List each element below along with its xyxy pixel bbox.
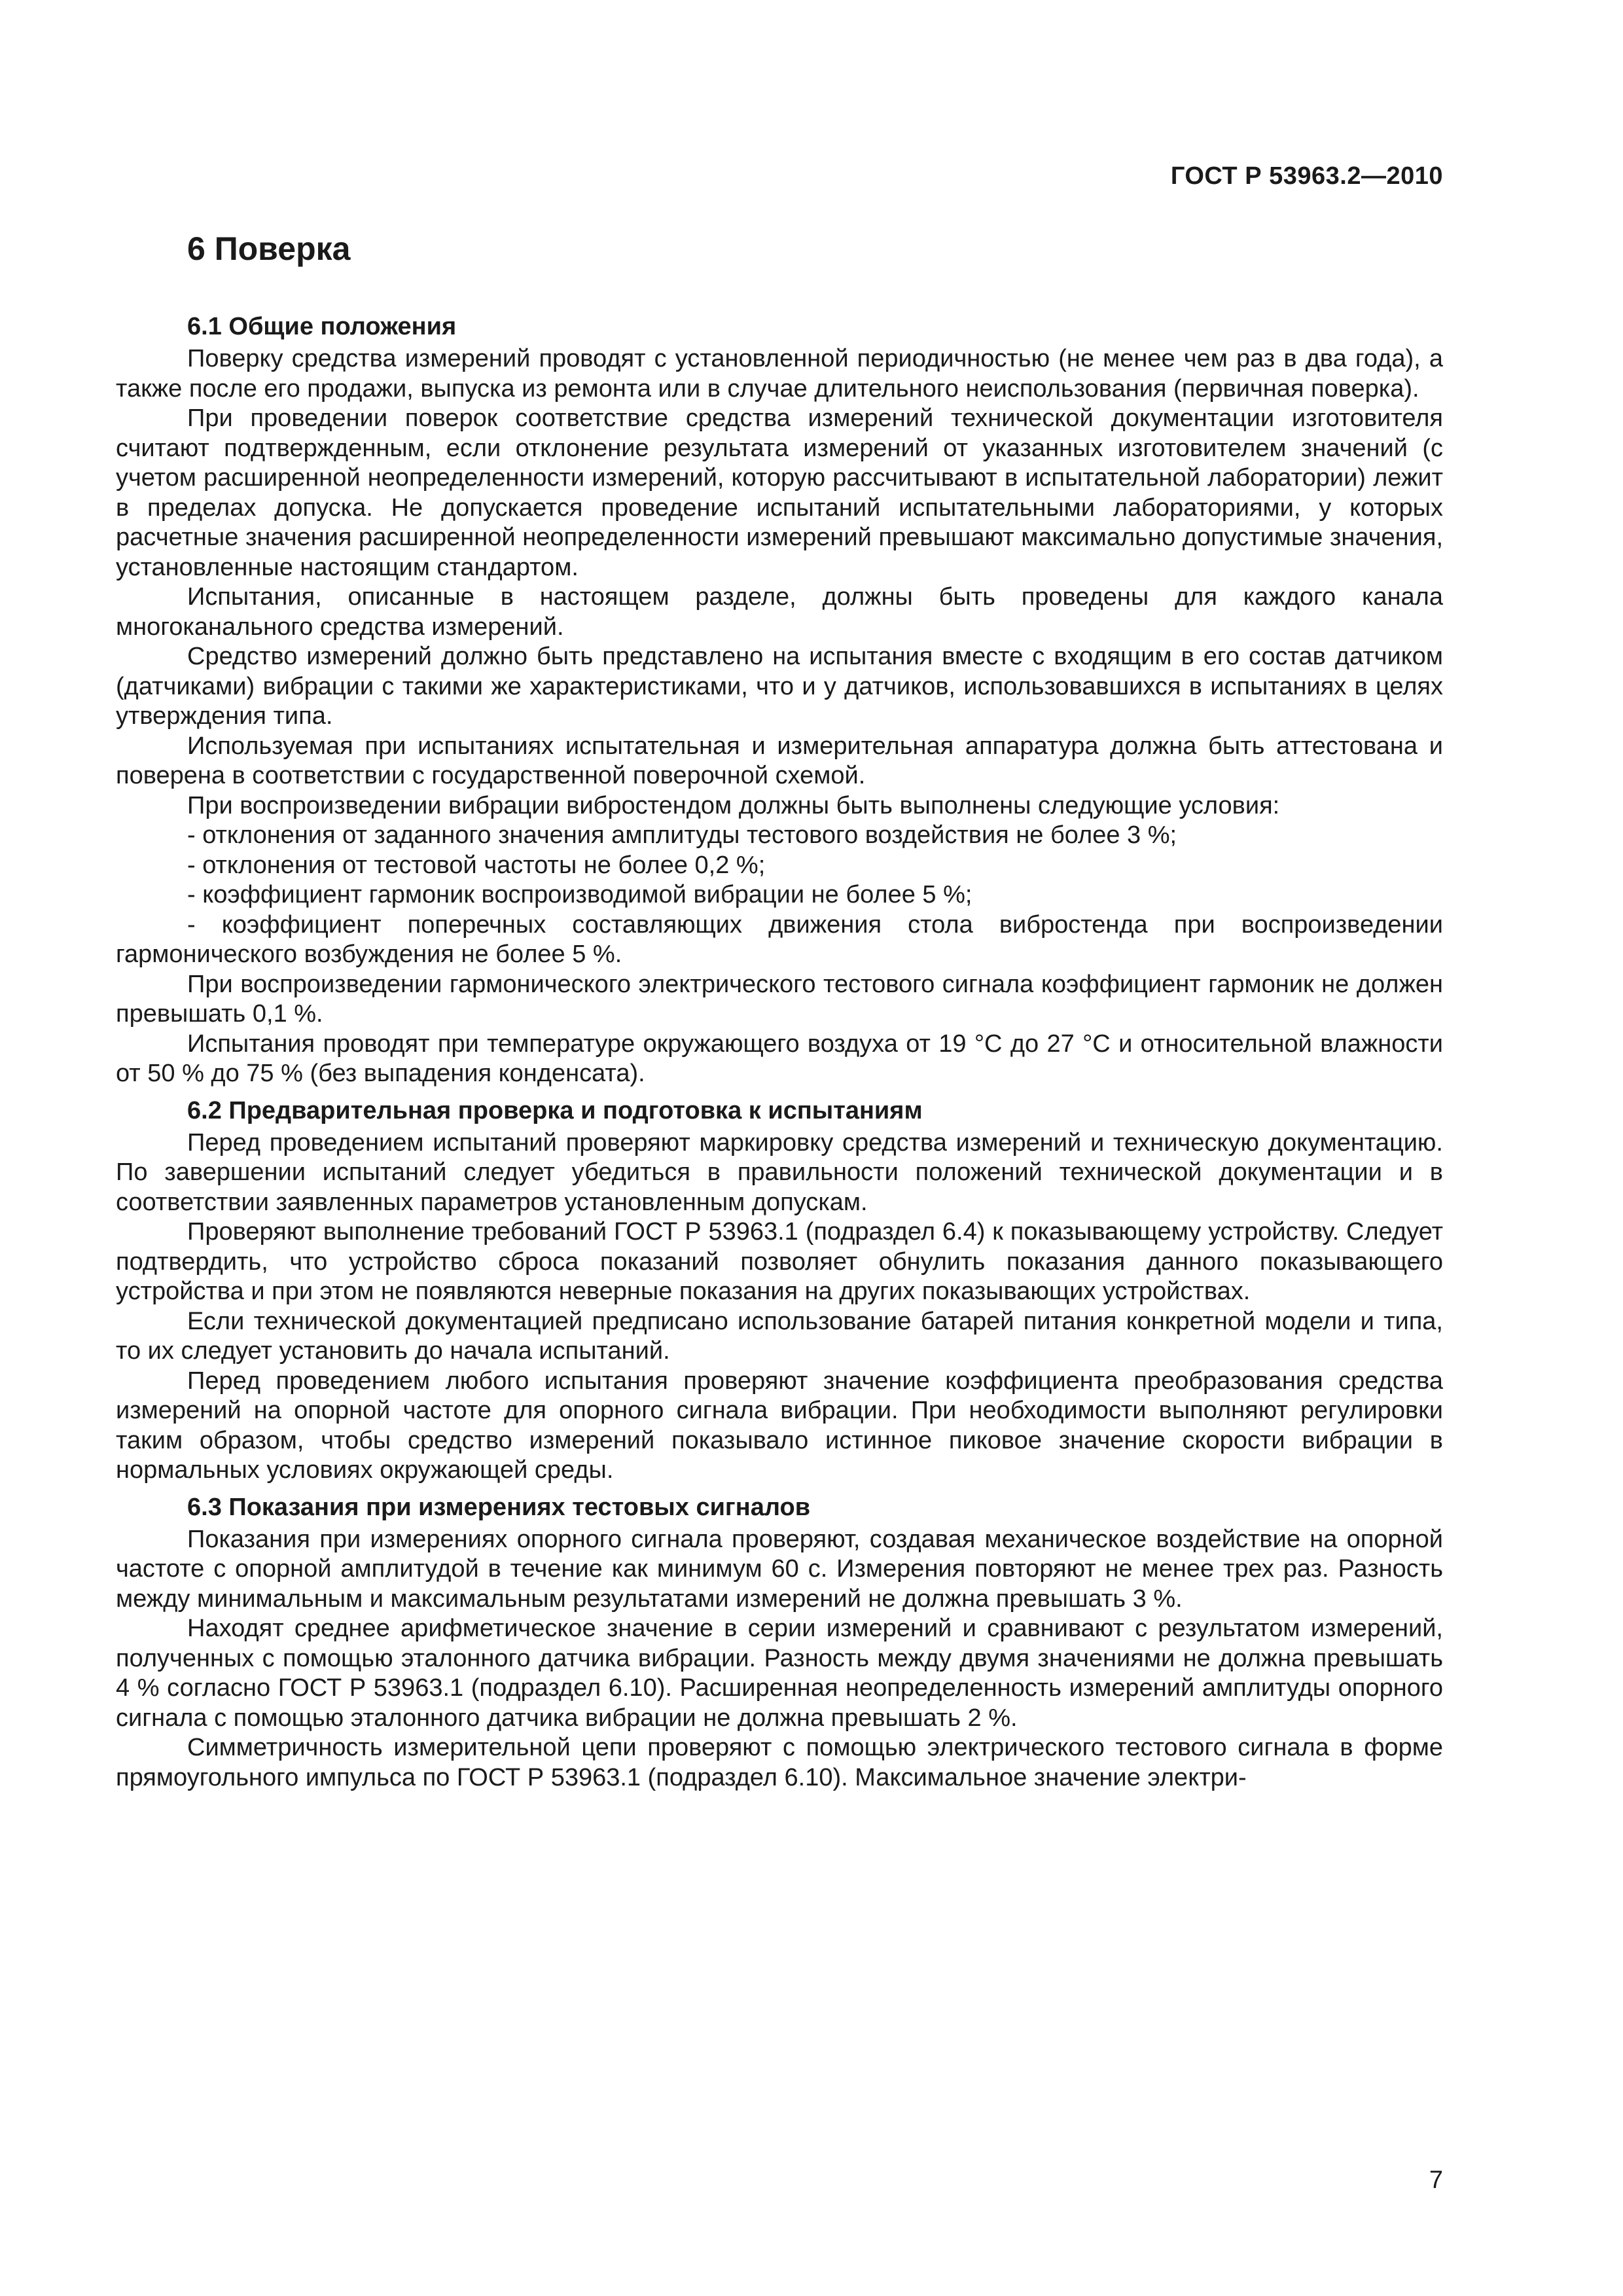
paragraph: Перед проведением испытаний проверяют маркировку средства измерений и техническую документацию. По завершении испытаний следует убедиться в правильности положений технической документации и в соответствии заявленных параметров установленным допускам. <box>116 1128 1443 1216</box>
paragraph: При воспроизведении гармонического электрического тестового сигнала коэффициент гармоник не должен превышать 0,1 %. <box>116 970 1443 1028</box>
section-title: 6.3 Показания при измерениях тестовых сигналов <box>187 1493 811 1521</box>
paragraph: Показания при измерениях опорного сигнала проверяют, создавая механическое воздействие на опорной частоте с опорной амплитудой в течение как минимум 60 с. Измерения повторяют не менее трех раз. Разность между минимальным и максимальным результатами измерений не должна превышать 3 %. <box>116 1525 1443 1613</box>
section-6-1 <box>116 309 1443 1089</box>
page-number: 7 <box>1429 2166 1443 2194</box>
list-item: - коэффициент гармоник воспроизводимой вибрации не более 5 %; <box>187 881 972 908</box>
paragraph: Используемая при испытаниях испытательная и измерительная аппаратура должна быть аттестована и поверена в соответствии с государственной поверочной схемой. <box>116 732 1443 789</box>
section-6-3 <box>116 1490 1443 1793</box>
document-body <box>116 229 1443 1793</box>
paragraph: Испытания проводят при температуре окружающего воздуха от 19 °С до 27 °С и относительной влажности от 50 % до 75 % (без выпадения конденсата). <box>116 1030 1443 1087</box>
section-title: 6.2 Предварительная проверка и подготовка к испытаниям <box>187 1096 923 1124</box>
list-item: - отклонения от тестовой частоты не более 0,2 %; <box>187 851 766 879</box>
paragraph: Перед проведением любого испытания проверяют значение коэффициента преобразования средства измерений на опорной частоте для опорного сигнала вибрации. При необходимости выполняют регулировки таким образом, чтобы средство измерений показывало истинное пиковое значение скорости вибрации в нормальных условиях окружающей среды. <box>116 1367 1443 1484</box>
paragraph: Симметричность измерительной цепи проверяют с помощью электрического тестового сигнала в форме прямоугольного импульса по ГОСТ Р 53963.1 (подраздел 6.10). Максимальное значение электри- <box>116 1734 1443 1791</box>
chapter-title: 6 Поверка <box>187 230 351 267</box>
paragraph: При воспроизведении вибрации вибростендом должны быть выполнены следующие условия: <box>187 791 1280 819</box>
list-item: - коэффициент поперечных составляющих движения стола вибростенда при воспроизведении гармонического возбуждения не более 5 %. <box>116 910 1443 968</box>
paragraph: Испытания, описанные в настоящем разделе, должны быть проведены для каждого канала многоканального средства измерений. <box>116 583 1443 641</box>
document-code-header: ГОСТ Р 53963.2—2010 <box>1170 162 1443 190</box>
section-title: 6.1 Общие положения <box>187 313 457 340</box>
paragraph: Проверяют выполнение требований ГОСТ Р 53963.1 (подраздел 6.4) к показывающему устройству. Следует подтвердить, что устройство сброса показаний позволяет обнулить показания данного показывающего устройства и при этом не появляются неверные показания на других показывающих устройствах. <box>116 1218 1443 1305</box>
paragraph: Средство измерений должно быть представлено на испытания вместе с входящим в его состав датчиком (датчиками) вибрации с такими же характеристиками, что и у датчиков, использовавшихся в испытаниях в целях утверждения типа. <box>116 643 1443 730</box>
list-item: - отклонения от заданного значения амплитуды тестового воздействия не более 3 %; <box>187 821 1177 849</box>
paragraph: Поверку средства измерений проводят с установленной периодичностью (не менее чем раз в два года), а также после его продажи, выпуска из ремонта или в случае длительного неиспользования (первичная поверка). <box>116 345 1443 403</box>
paragraph: Если технической документацией предписано использование батарей питания конкретной модели и типа, то их следует установить до начала испытаний. <box>116 1307 1443 1365</box>
paragraph: Находят среднее арифметическое значение в серии измерений и сравнивают с результатом измерений, полученных с помощью эталонного датчика вибрации. Разность между двумя значениями не должна превышать 4 % согласно ГОСТ Р 53963.1 (подраздел 6.10). Расширенная неопределенность измерений амплитуды опорного сигнала с помощью эталонного датчика вибрации не должна превышать 2 %. <box>116 1615 1443 1732</box>
section-6-2 <box>116 1093 1443 1486</box>
paragraph: При проведении поверок соответствие средства измерений технической документации изготовителя считают подтвержденным, если отклонение результата измерений от указанных изготовителем значений (с учетом расширенной неопределенности измерений, которую рассчитывают в испытательной лаборатории) лежит в пределах допуска. Не допускается проведение испытаний испытательными лабораториями, у которых расчетные значения расширенной неопределенности измерений превышают максимально допустимые значения, установленные настоящим стандартом. <box>116 404 1443 581</box>
